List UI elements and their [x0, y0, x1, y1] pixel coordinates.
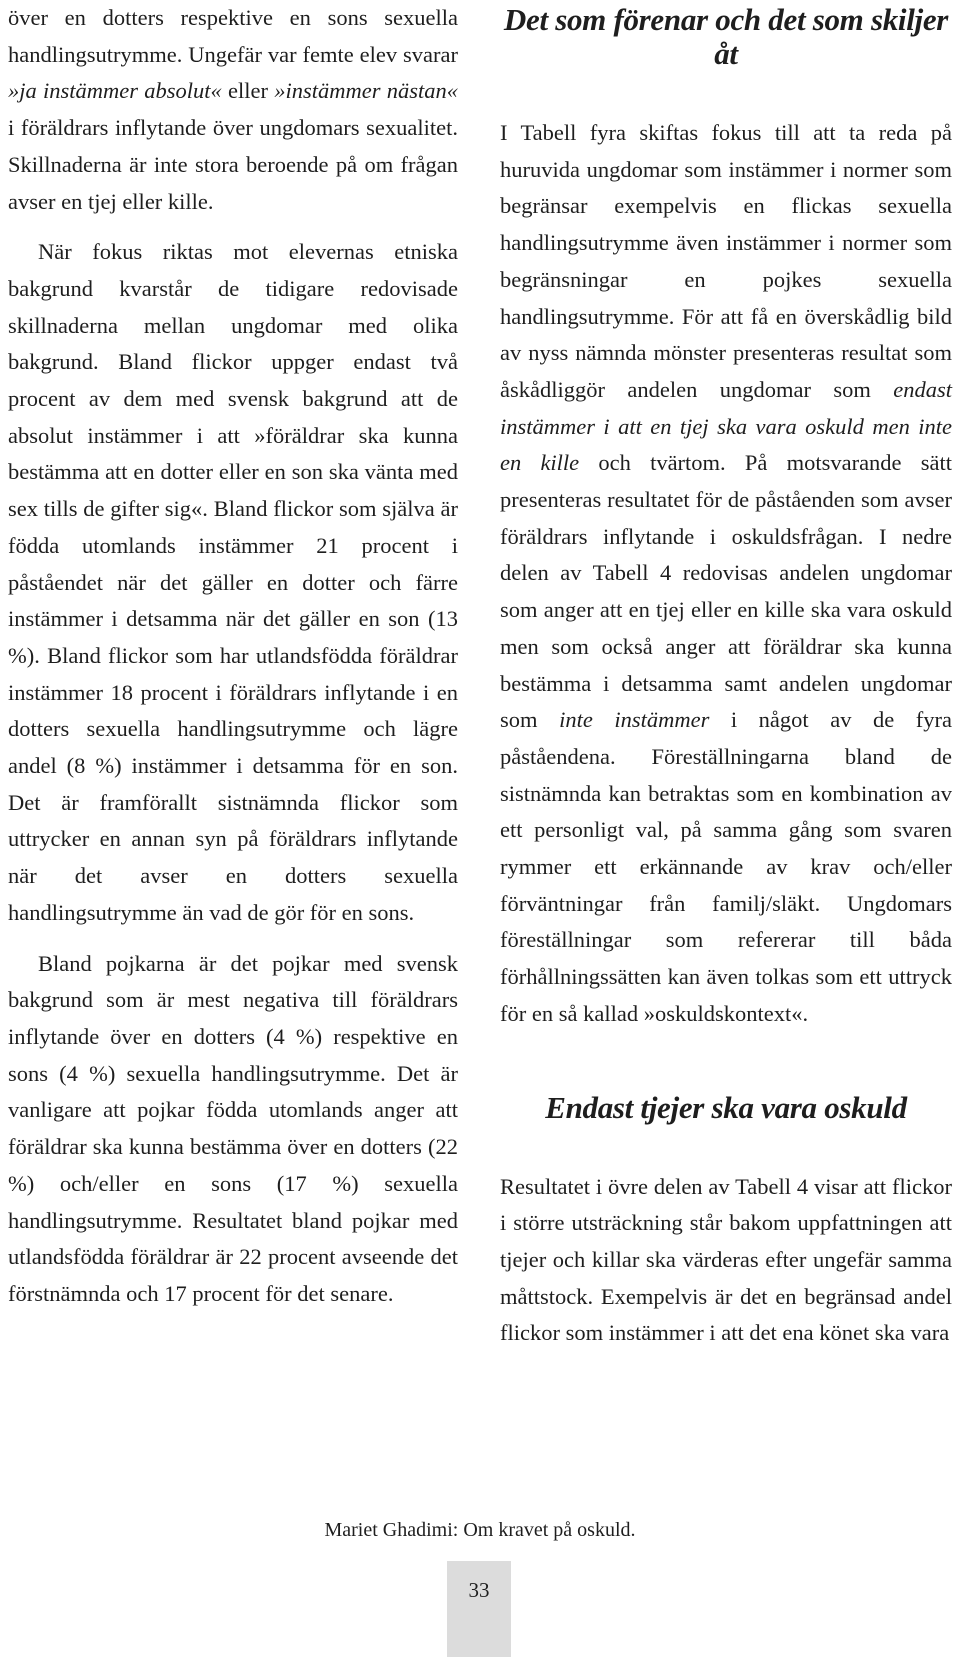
paragraph-1-emphasis-1: »ja instämmer absolut« [8, 78, 222, 104]
paragraph-4-emphasis-2: inte instämmer [559, 707, 710, 733]
page-number: 33 [468, 1578, 490, 1602]
running-footer-title: Mariet Ghadimi: Om kravet på oskuld. [324, 1519, 636, 1541]
section-heading-2: Endast tjejer ska vara oskuld [545, 1089, 907, 1125]
paragraph-4-text-a: I Tabell fyra skiftas fokus till att ta reda på huruvida ungdomar som instämmer i normer som begränsar exempelvis en flickas sexuella handlingsutrymme även instämmer i normer som begränsningar en pojkes sexuella handlingsutrymme. För att få en överskådlig bild av nyss nämnda mönster presenteras resultat som åskådliggör andelen ungdomar som [500, 120, 952, 402]
page-number-box [447, 1561, 511, 1657]
paragraph-4-text-c: i något av de fyra påståendena. Föreställningarna bland de sistnämnda kan betraktas som en kombination av ett personligt val, på samma gång som svaren rymmer ett erkännande av krav och/eller förväntningar från familj/släkt. Ungdomars föreställningar som refererar till båda förhållningssätten kan även tolkas som ett uttryck för en så kallad »oskuldskontext«. [500, 707, 952, 1026]
paragraph-4-text-b: och tvärtom. På motsvarande sätt presenteras resultatet för de påståenden som avser föräldrars inflytande i oskuldsfrågan. I nedre delen av Tabell 4 redovisas andelen ungdomar som anger att en tjej eller en kille ska vara oskuld men som också anger att föräldrar ska kunna bestämma i detsamma samt andelen ungdomar som [500, 450, 952, 733]
paragraph-4-emphasis-1: endast instämmer i att en tjej ska vara oskuld men inte en kille [500, 376, 952, 476]
paragraph-1-emphasis-2: »instämmer nästan« [274, 78, 458, 104]
paragraph-1-text-c: i föräldrars inflytande över ungdomars sexualitet. Skillnaderna är inte stora beroende på om frågan avser en tjej eller kille. [8, 115, 458, 214]
section-heading-1: Det som förenar och det som skiljer åt [503, 2, 949, 71]
paragraph-5: Resultatet i övre delen av Tabell 4 visar att flickor i större utsträckning står bakom uppfattningen att tjejer och killar ska värderas efter ungefär samma måttstock. Exempelvis är det en begränsad andel flickor som instämmer i att det ena könet ska vara [500, 1173, 952, 1346]
paragraph-4 [500, 115, 952, 1033]
paragraph-1-text-b: eller [221, 78, 275, 104]
paragraph-1-text-a: över en dotters respektive en sons sexuella handlingsutrymme. Ungefär var femte elev svarar [8, 5, 458, 67]
left-column [8, 0, 458, 1313]
paragraph-1 [8, 0, 458, 220]
paragraph-3: Bland pojkarna är det pojkar med svensk bakgrund som är mest negativa till föräldrars inflytande över en dotters (4 %) respektive en sons (4 %) sexuella handlingsutrymme. Det är vanligare att pojkar födda utomlands anger att föräldrar ska kunna bestämma över en dotters (22 %) och/eller en sons (17 %) sexuella handlingsutrymme. Resultatet bland pojkar med utlandsfödda föräldrar är 22 procent avseende det förstnämnda och 17 procent för det senare. [8, 950, 458, 1306]
paragraph-2: När fokus riktas mot elevernas etniska bakgrund kvarstår de tidigare redovisade skillnaderna mellan ungdomar med olika bakgrund. Bland flickor uppger endast två procent av dem med svensk bakgrund att de absolut instämmer i att »föräldrar ska kunna bestämma att en dotter eller en son ska vänta med sex tills de gifter sig«. Bland flickor som själva är födda utomlands instämmer 21 procent i påståendet när det gäller en dotter och färre instämmer i detsamma när det gäller en son (13 %). Bland flickor som har utlandsfödda föräldrar instämmer 18 procent i föräldrars inflytande i en dotters sexuella handlingsutrymme och lägre andel (8 %) instämmer i detsamma för en son. Det är framförallt sistnämnda flickor som uttrycker en annan syn på föräldrars inflytande när det avser en dotters sexuella handlingsutrymme än vad de gör för en sons. [8, 239, 458, 925]
right-column [500, 0, 952, 1352]
